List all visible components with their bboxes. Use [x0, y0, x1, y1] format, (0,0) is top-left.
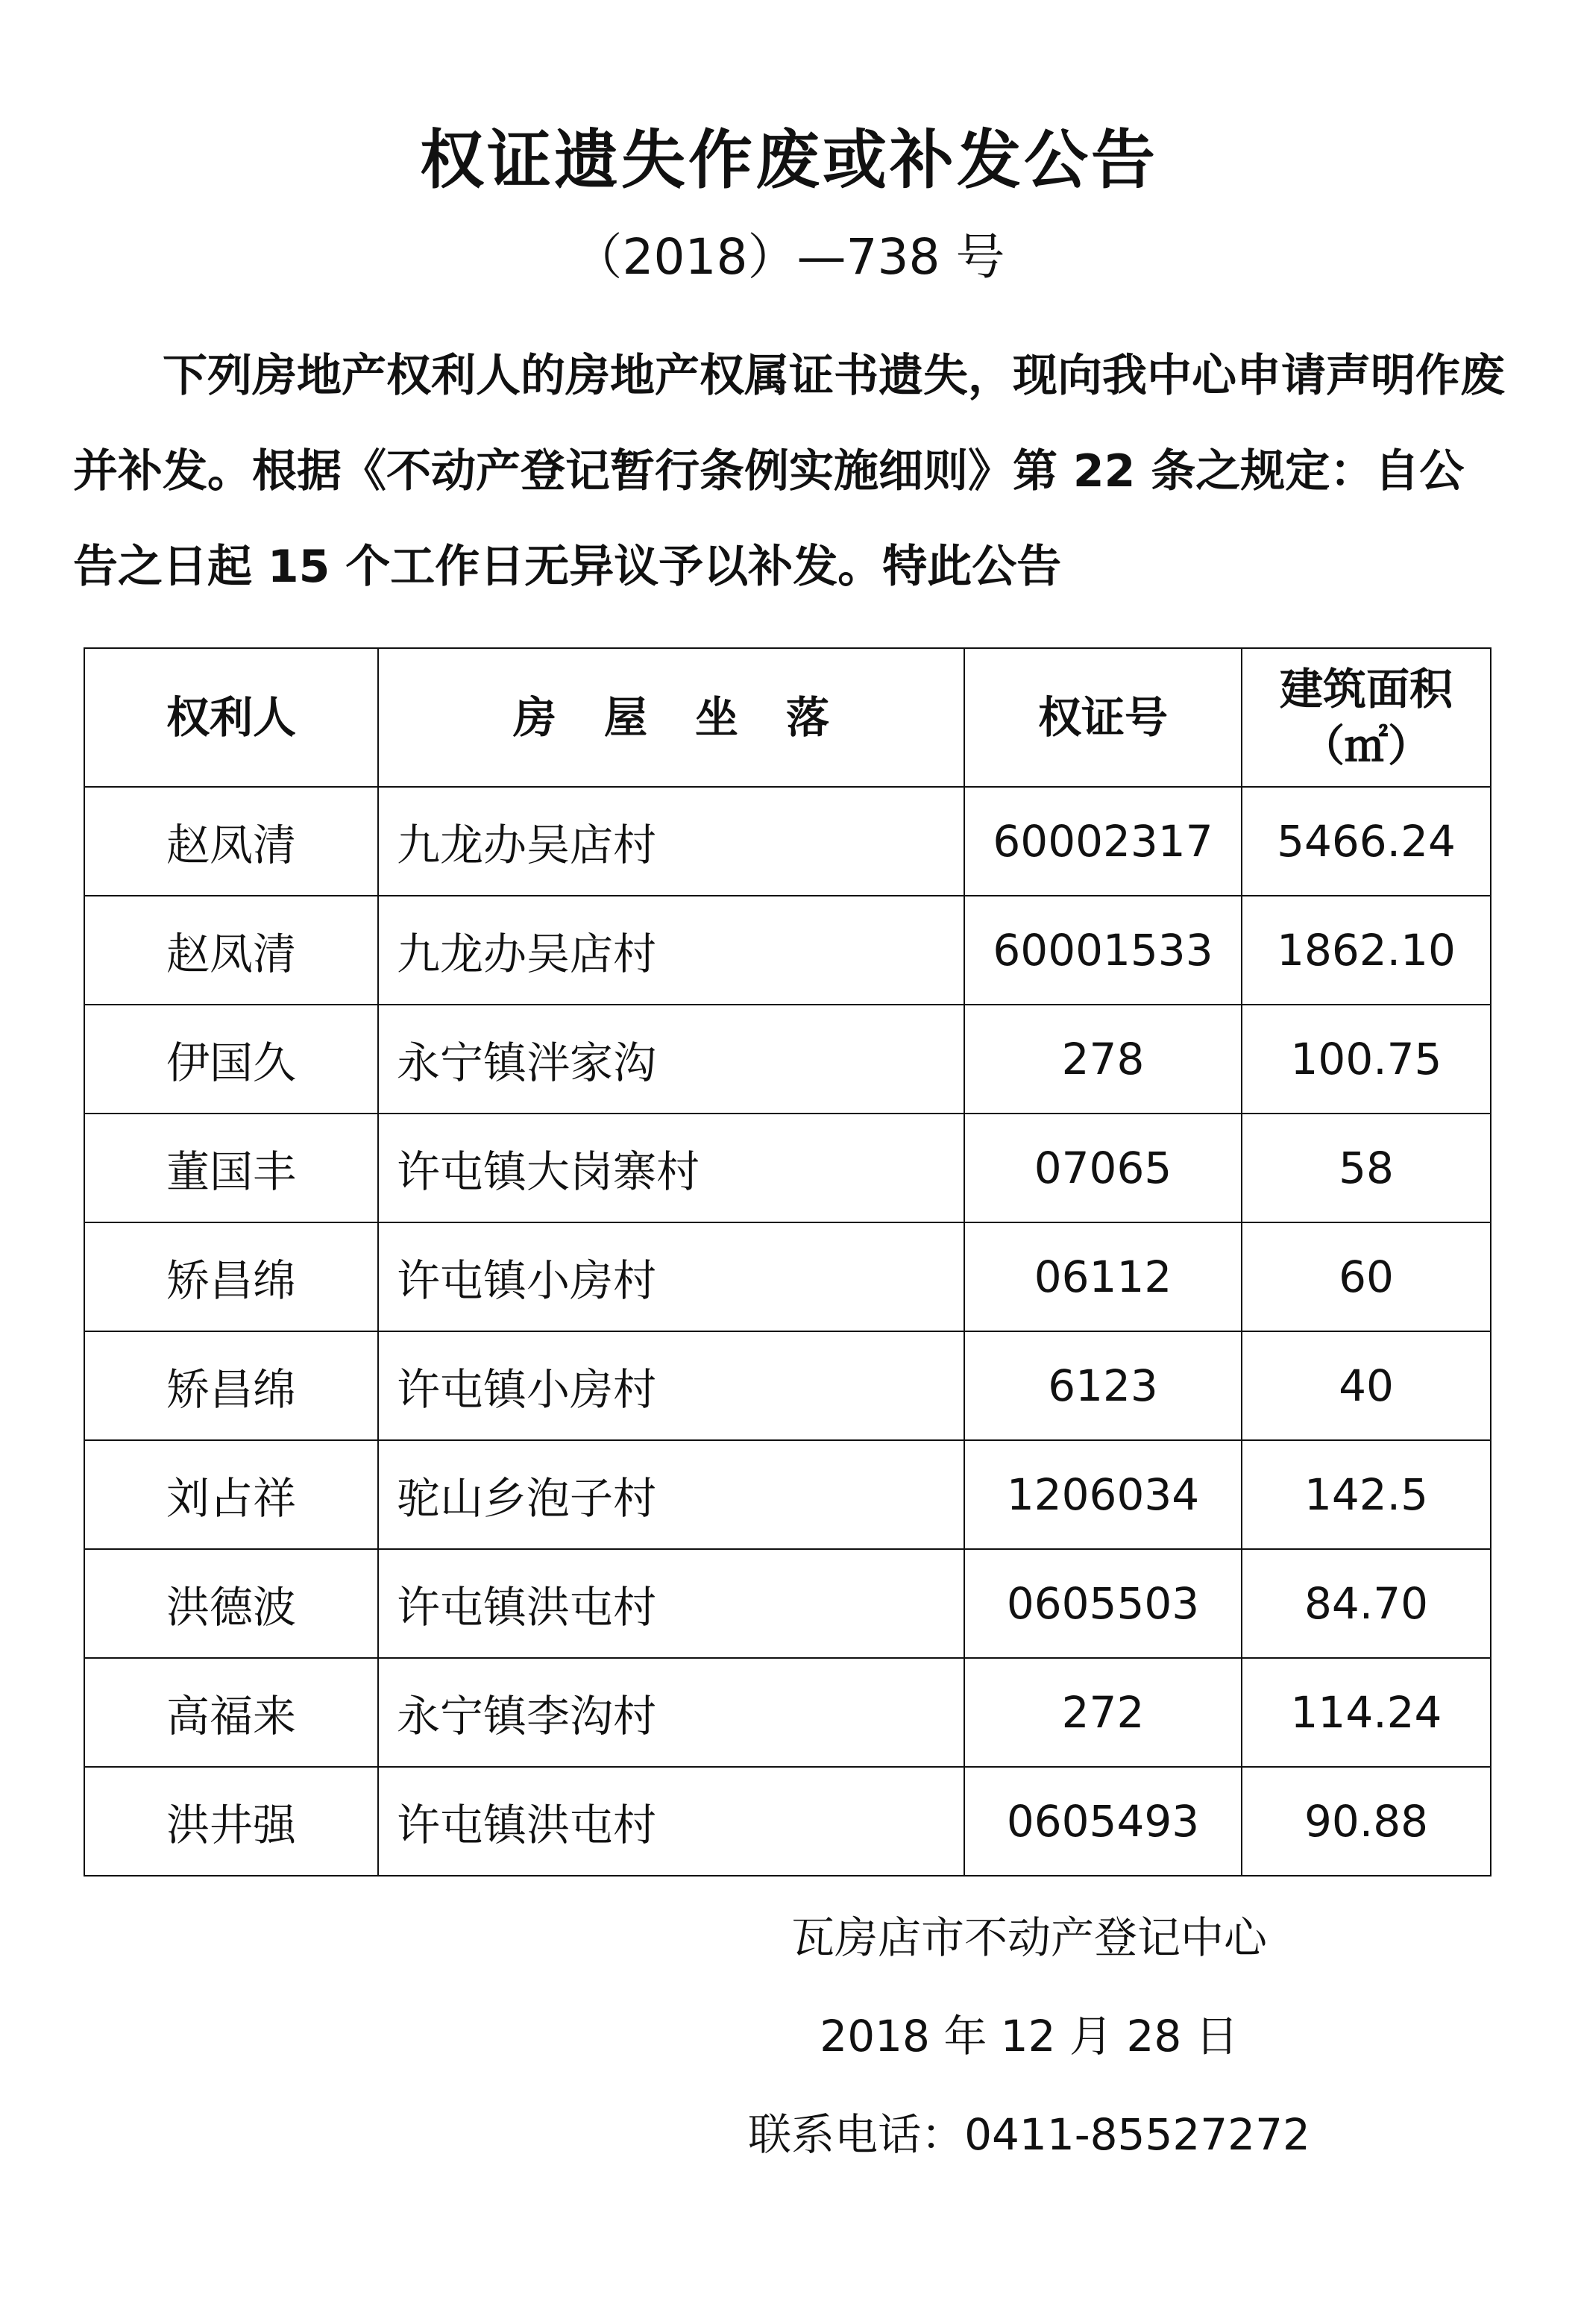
- location-cell: 许屯镇小房村: [378, 1331, 964, 1440]
- owner-cell: 伊国久: [84, 1005, 378, 1114]
- table-row: [84, 1114, 1491, 1222]
- issue-date: 2018 年 12 月 28 日: [820, 2011, 1239, 2061]
- location-cell: 九龙办吴店村: [378, 896, 964, 1005]
- header-area-unit: （㎡）: [1301, 720, 1431, 771]
- owner-cell: 刘占祥: [84, 1440, 378, 1549]
- cert-cell: 60002317: [964, 787, 1242, 896]
- table-row: [84, 1222, 1491, 1331]
- table-header-row: [84, 648, 1491, 787]
- table-row: [84, 896, 1491, 1005]
- area-cell: 5466.24: [1242, 787, 1491, 896]
- announcement-body: 下列房地产权利人的房地产权属证书遗失，现向我中心申请声明作废并补发。根据《不动产登记暂行条例实施细则》第 22 条之规定：自公告之日起 15 个工作日无异议予以补发。特此公告: [73, 350, 1505, 593]
- header-area-label: 建筑面积: [1279, 664, 1453, 715]
- area-cell: 114.24: [1242, 1658, 1491, 1767]
- table-row: [84, 1440, 1491, 1549]
- owner-cell: 高福来: [84, 1658, 378, 1767]
- location-cell: 永宁镇李沟村: [378, 1658, 964, 1767]
- issuing-organization: 瓦房店市不动产登记中心: [790, 1912, 1267, 1963]
- table-row: [84, 787, 1491, 896]
- location-cell: 许屯镇洪屯村: [378, 1767, 964, 1876]
- area-cell: 58: [1242, 1114, 1491, 1222]
- cert-cell: 0605493: [964, 1767, 1242, 1876]
- location-cell: 九龙办吴店村: [378, 787, 964, 896]
- area-cell: 60: [1242, 1222, 1491, 1331]
- area-cell: 90.88: [1242, 1767, 1491, 1876]
- cert-cell: 06112: [964, 1222, 1242, 1331]
- cert-cell: 278: [964, 1005, 1242, 1114]
- location-cell: 许屯镇小房村: [378, 1222, 964, 1331]
- cert-cell: 07065: [964, 1114, 1242, 1222]
- owner-cell: 矫昌绵: [84, 1222, 378, 1331]
- table-row: [84, 1658, 1491, 1767]
- owner-cell: 赵凤清: [84, 896, 378, 1005]
- owner-cell: 洪井强: [84, 1767, 378, 1876]
- owner-cell: 洪德波: [84, 1549, 378, 1658]
- area-cell: 84.70: [1242, 1549, 1491, 1658]
- header-cert-number: 权证号: [964, 648, 1242, 787]
- table-row: [84, 1767, 1491, 1876]
- area-cell: 40: [1242, 1331, 1491, 1440]
- area-cell: 1862.10: [1242, 896, 1491, 1005]
- table-row: [84, 1549, 1491, 1658]
- cert-cell: 60001533: [964, 896, 1242, 1005]
- owner-cell: 赵凤清: [84, 787, 378, 896]
- location-cell: 许屯镇大岗寨村: [378, 1114, 964, 1222]
- owner-cell: 董国丰: [84, 1114, 378, 1222]
- announcement-number: （2018）—738 号: [573, 228, 1005, 286]
- area-cell: 100.75: [1242, 1005, 1491, 1114]
- cert-cell: 6123: [964, 1331, 1242, 1440]
- header-owner: 权利人: [84, 648, 378, 787]
- contact-phone: 联系电话：0411-85527272: [748, 2109, 1310, 2160]
- records-table: [84, 647, 1491, 1877]
- page-title: 权证遗失作废或补发公告: [420, 123, 1158, 198]
- table-row: [84, 1331, 1491, 1440]
- location-cell: 永宁镇泮家沟: [378, 1005, 964, 1114]
- location-cell: 许屯镇洪屯村: [378, 1549, 964, 1658]
- cert-cell: 1206034: [964, 1440, 1242, 1549]
- header-area: [1242, 648, 1491, 787]
- table-row: [84, 1005, 1491, 1114]
- location-cell: 驼山乡泡子村: [378, 1440, 964, 1549]
- cert-cell: 0605503: [964, 1549, 1242, 1658]
- header-location: [378, 648, 964, 787]
- header-location-label: 房屋坐落: [512, 692, 877, 743]
- area-cell: 142.5: [1242, 1440, 1491, 1549]
- cert-cell: 272: [964, 1658, 1242, 1767]
- owner-cell: 矫昌绵: [84, 1331, 378, 1440]
